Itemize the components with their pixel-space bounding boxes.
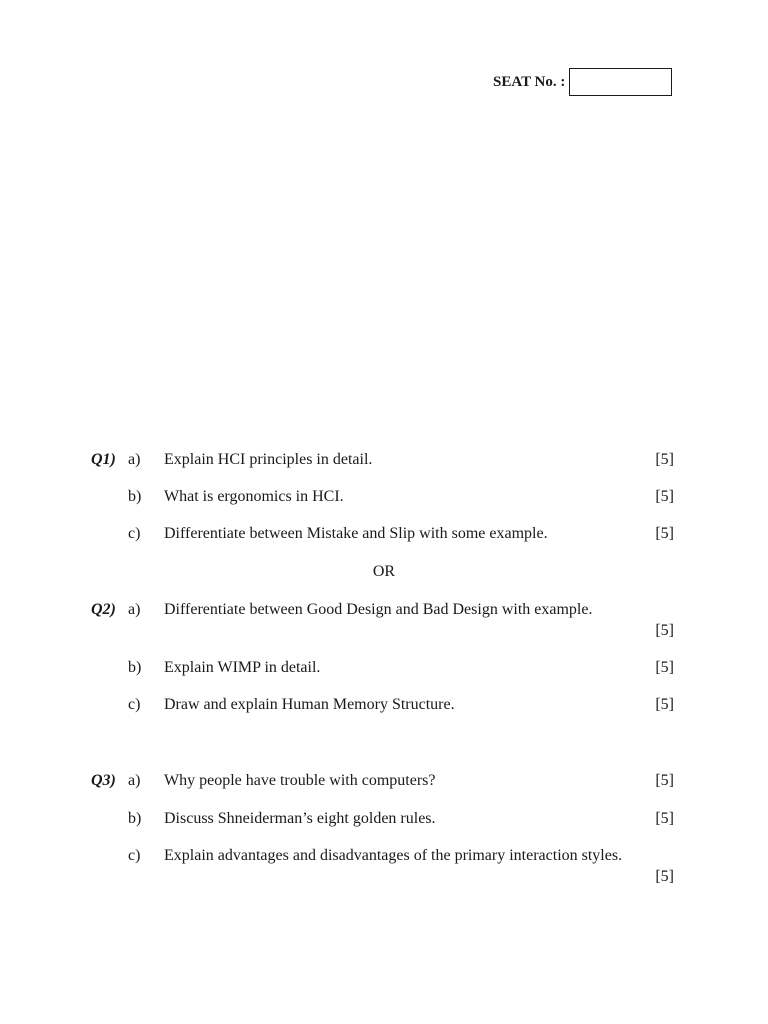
part-label: a)	[128, 451, 141, 468]
seat-number-box	[569, 68, 672, 96]
seat-number	[493, 68, 672, 96]
question-text: What is ergonomics in HCI.	[164, 488, 344, 505]
question-text: Differentiate between Mistake and Slip with some example.	[164, 525, 548, 542]
part-label: c)	[128, 847, 141, 864]
marks: [5]	[655, 696, 674, 713]
marks: [5]	[655, 488, 674, 505]
question-text: Differentiate between Good Design and Bad Design with example.	[164, 601, 593, 618]
part-label: b)	[128, 810, 142, 827]
marks: [5]	[655, 622, 674, 639]
or-separator: OR	[372, 563, 396, 580]
marks: [5]	[655, 451, 674, 468]
marks: [5]	[655, 772, 674, 789]
question-text: Explain HCI principles in detail.	[164, 451, 373, 468]
question-text: Explain WIMP in detail.	[164, 659, 321, 676]
question-text: Draw and explain Human Memory Structure.	[164, 696, 455, 713]
part-label: a)	[128, 601, 141, 618]
part-label: c)	[128, 696, 141, 713]
question-number: Q1)	[91, 451, 116, 468]
part-label: b)	[128, 659, 142, 676]
part-label: c)	[128, 525, 141, 542]
marks: [5]	[655, 810, 674, 827]
seat-number-label: SEAT No. :	[493, 73, 566, 90]
question-text: Explain advantages and disadvantages of the primary interaction styles.	[164, 847, 623, 864]
marks: [5]	[655, 659, 674, 676]
marks: [5]	[655, 525, 674, 542]
part-label: b)	[128, 488, 142, 505]
marks: [5]	[655, 868, 674, 885]
question-number: Q2)	[91, 601, 116, 618]
question-text: Why people have trouble with computers?	[164, 772, 436, 789]
question-text: Discuss Shneiderman’s eight golden rules.	[164, 810, 436, 827]
part-label: a)	[128, 772, 141, 789]
question-number: Q3)	[91, 772, 116, 789]
